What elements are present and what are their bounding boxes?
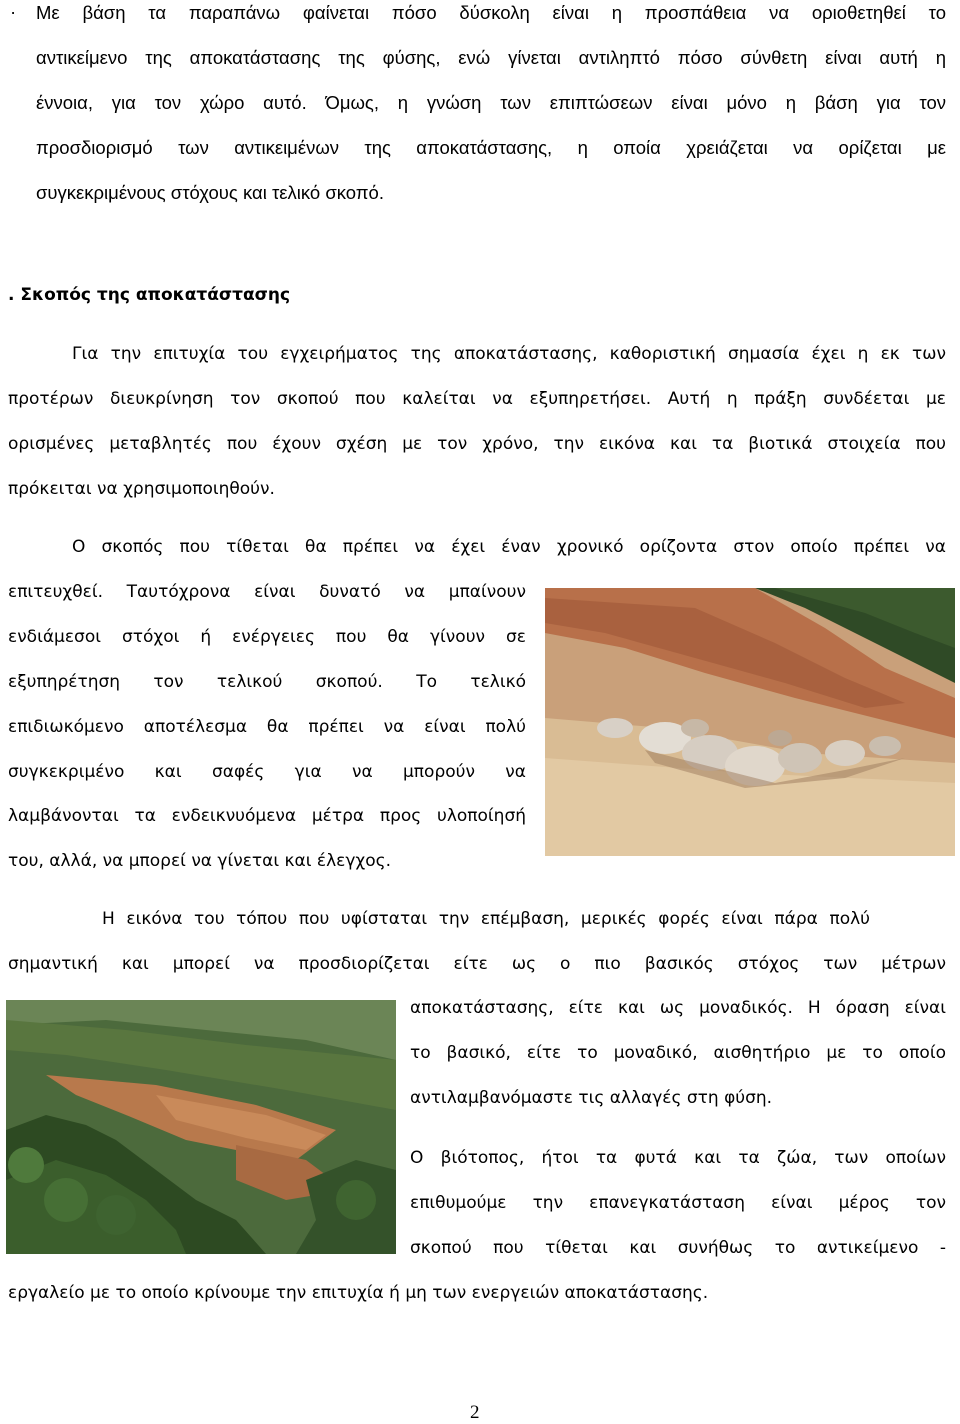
para3-line-3: αποκατάστασης, είτε και ως μοναδικός. Η όραση είναι (410, 998, 946, 1018)
forest-hillside-photo (6, 1000, 396, 1254)
intro-line-4: προσδιορισμό των αντικειμένων της αποκατάστασης, η οποία χρειάζεται να ορίζεται με (36, 137, 946, 158)
para3-line-5: αντιλαμβανόμαστε τις αλλαγές στη φύση. (410, 1088, 773, 1108)
bullet-marker: · (10, 1, 17, 22)
para4-line-2: επιθυμούμε την επανεγκατάσταση είναι μέρος τον (410, 1193, 946, 1213)
para1-line-2: προτέρων διευκρίνηση τον σκοπού που καλείται να εξυπηρετήσει. Αυτή η πράξη συνδέεται με (8, 389, 946, 409)
para4-line-1: Ο βιότοπος, ήτοι τα φυτά και τα ζώα, των οποίων (410, 1148, 946, 1168)
section-heading: . Σκοπός της αποκατάστασης (8, 285, 291, 305)
para3-line-2: σημαντική και μπορεί να προσδιορίζεται είτε ως ο πιο βασικός στόχος των μέτρων (8, 954, 946, 974)
para4-line-3: σκοπού που τίθεται και συνήθως το αντικείμενο - (410, 1238, 946, 1258)
quarry-road-photo (545, 588, 955, 856)
para2-line-7: λαμβάνονται τα ενδεικνυόμενα μέτρα προς υλοποίησή (8, 806, 526, 826)
para2-line-1: Ο σκοπός που τίθεται θα πρέπει να έχει έναν χρονικό ορίζοντα στον οποίο πρέπει να (72, 537, 946, 557)
para1-line-4: πρόκειται να χρησιμοποιηθούν. (8, 479, 275, 499)
para3-line-4: το βασικό, είτε το μοναδικό, αισθητήριο με το οποίο (410, 1043, 946, 1063)
para1-line-3: ορισμένες μεταβλητές που έχουν σχέση με τον χρόνο, την εικόνα και τα βιοτικά στοιχεία που (8, 434, 946, 454)
para4-line-4: εργαλείο με το οποίο κρίνουμε την επιτυχία ή μη των ενεργειών αποκατάστασης. (8, 1283, 709, 1303)
para3-line-1: Η εικόνα του τόπου που υφίσταται την επέμβαση, μερικές φορές είναι πάρα πολύ (102, 909, 870, 929)
intro-line-3: έννοια, για τον χώρο αυτό. Όμως, η γνώση των επιπτώσεων είναι μόνο η βάση για τον (36, 92, 946, 113)
intro-line-2: αντικείμενο της αποκατάστασης της φύσης, ενώ γίνεται αντιληπτό πόσο σύνθετη είναι αυτή η (36, 47, 946, 68)
para2-line-5: επιδιωκόμενο αποτέλεσμα θα πρέπει να είναι πολύ (8, 717, 526, 737)
para2-line-4: εξυπηρέτηση τον τελικού σκοπού. Το τελικό (8, 672, 526, 692)
para1-line-1: Για την επιτυχία του εγχειρήματος της αποκατάστασης, καθοριστική σημασία έχει η εκ των (72, 344, 946, 364)
para2-line-3: ενδιάμεσοι στόχοι ή ενέργειες που θα γίνουν σε (8, 627, 526, 647)
intro-line-5: συγκεκριμένους στόχους και τελικό σκοπό. (36, 182, 384, 203)
para2-line-6: συγκεκριμένο και σαφές για να μπορούν να (8, 762, 526, 782)
para2-line-8: του, αλλά, να μπορεί να γίνεται και έλεγχος. (8, 851, 391, 871)
intro-line-1: Με βάση τα παραπάνω φαίνεται πόσο δύσκολη είναι η προσπάθεια να οριοθετηθεί το (36, 2, 946, 23)
para2-line-2: επιτευχθεί. Ταυτόχρονα είναι δυνατό να μπαίνουν (8, 582, 526, 602)
page-number: 2 (470, 1402, 480, 1423)
